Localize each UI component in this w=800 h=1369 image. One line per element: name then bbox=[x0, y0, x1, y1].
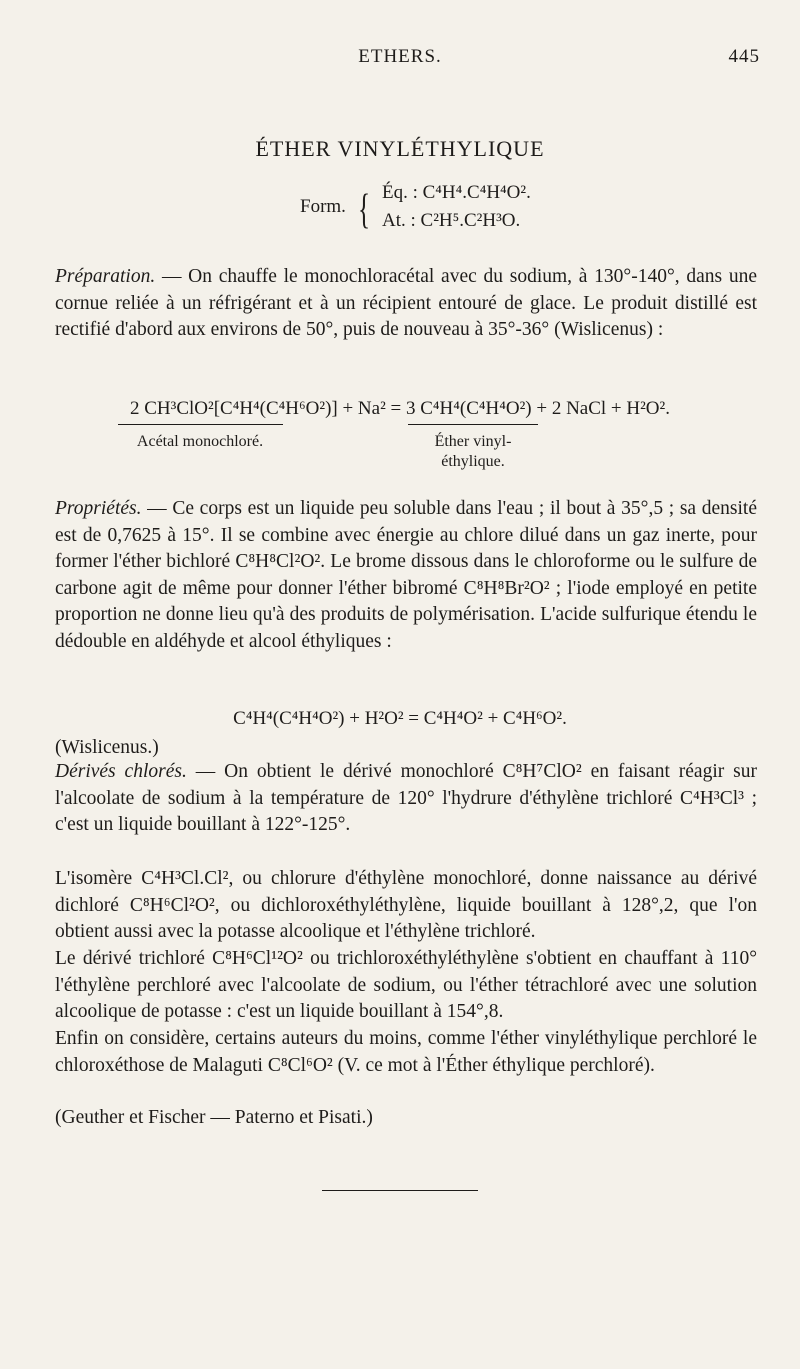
citation-geuther: (Geuther et Fischer — Paterno et Pisati.) bbox=[55, 1107, 373, 1128]
derives-paragraph bbox=[55, 759, 757, 839]
trichlore-paragraph: Le dérivé trichloré C⁸H⁶Cl¹²O² ou trichloroxéthyléthylène s'obtient en chauffant à 110° l'éthylène perchloré avec l'alcoolate de sodium, ou l'éther tétrachloré avec une solution alcoolique de potasse : c'est un liquide bouillant à 154°,8. bbox=[55, 948, 757, 1022]
brace-glyph: { bbox=[358, 187, 371, 233]
preparation-heading: Préparation. bbox=[55, 266, 156, 287]
properties-heading: Propriétés. bbox=[55, 498, 142, 519]
enfin-paragraph: Enfin on considère, certains auteurs du moins, comme l'éther vinyléthylique perchloré le chloroxéthose de Malaguti C⁸Cl⁶O² (V. ce mot à l'Éther éthylique perchloré). bbox=[55, 1028, 757, 1076]
formula-label: Form. bbox=[300, 196, 346, 217]
underbrace-line-right bbox=[408, 424, 538, 425]
label-ether-line1: Éther vinyl- bbox=[434, 433, 512, 450]
end-rule bbox=[322, 1190, 478, 1191]
formula-block bbox=[300, 182, 600, 242]
properties-text: — Ce corps est un liquide peu soluble dans l'eau ; il bout à 35°,5 ; sa densité est de 0,7625 à 15°. Il se combine avec énergie au chlore dilué dans un gaz inerte, pour former l'éther bichloré C⁸H⁸Cl²O². Le brome dissous dans le chloroforme ou le sulfure de carbone agit de même pour donner l'éther bibromé C⁸H⁸Br²O² ; l'iode employé en petite proportion ne donne lieu qu'à des produits de polymérisation. L'acide sulfurique étendu le dédouble en aldéhyde et alcool éthyliques : bbox=[55, 498, 757, 652]
label-acetal: Acétal monochloré. bbox=[136, 433, 264, 450]
properties-paragraph bbox=[55, 496, 757, 655]
section-title: ÉTHER VINYLÉTHYLIQUE bbox=[255, 136, 545, 161]
equation-hydrolysis: C⁴H⁴(C⁴H⁴O²) + H²O² = C⁴H⁴O² + C⁴H⁶O². bbox=[233, 708, 567, 729]
preparation-paragraph bbox=[55, 264, 757, 344]
equation-preparation: 2 CH³ClO²[C⁴H⁴(C⁴H⁶O²)] + Na² = 3 C⁴H⁴(C⁴H⁴O²) + 2 NaCl + H²O². bbox=[130, 398, 670, 419]
page-number: 445 bbox=[728, 46, 760, 67]
running-header bbox=[0, 46, 800, 70]
formula-equivalent: Éq. : C⁴H⁴.C⁴H⁴O². bbox=[382, 182, 531, 203]
formula-atomic: At. : C²H⁵.C²H³O. bbox=[382, 210, 521, 231]
running-title: ETHERS. bbox=[358, 46, 442, 67]
preparation-text: — On chauffe le monochloracétal avec du sodium, à 130°-140°, dans une cornue reliée à un réfrigérant et à un récipient entouré de glace. Le produit distillé est rectifié d'abord aux environs de 50°, puis de nouveau à 35°-36° (Wislicenus) : bbox=[55, 266, 757, 340]
derives-heading: Dérivés chlorés. bbox=[55, 761, 187, 782]
isomere-paragraph: L'isomère C⁴H³Cl.Cl², ou chlorure d'éthylène monochloré, donne naissance au dérivé dichloré C⁸H⁶Cl²O², ou dichloroxéthyléthylène, liquide bouillant à 128°,2, que l'on obtient aussi avec la potasse alcoolique et l'éthylène trichloré. bbox=[55, 868, 757, 942]
underbrace-line-left bbox=[118, 424, 283, 425]
citation-wislicenus: (Wislicenus.) bbox=[55, 737, 159, 758]
derives-text: — On obtient le dérivé monochloré C⁸H⁷ClO² en faisant réagir sur l'alcoolate de sodium à la température de 120° l'hydrure d'éthylène trichloré C⁴H³Cl³ ; c'est un liquide bouillant à 122°-125°. bbox=[55, 761, 757, 835]
label-ether-line2: éthylique. bbox=[441, 453, 505, 470]
